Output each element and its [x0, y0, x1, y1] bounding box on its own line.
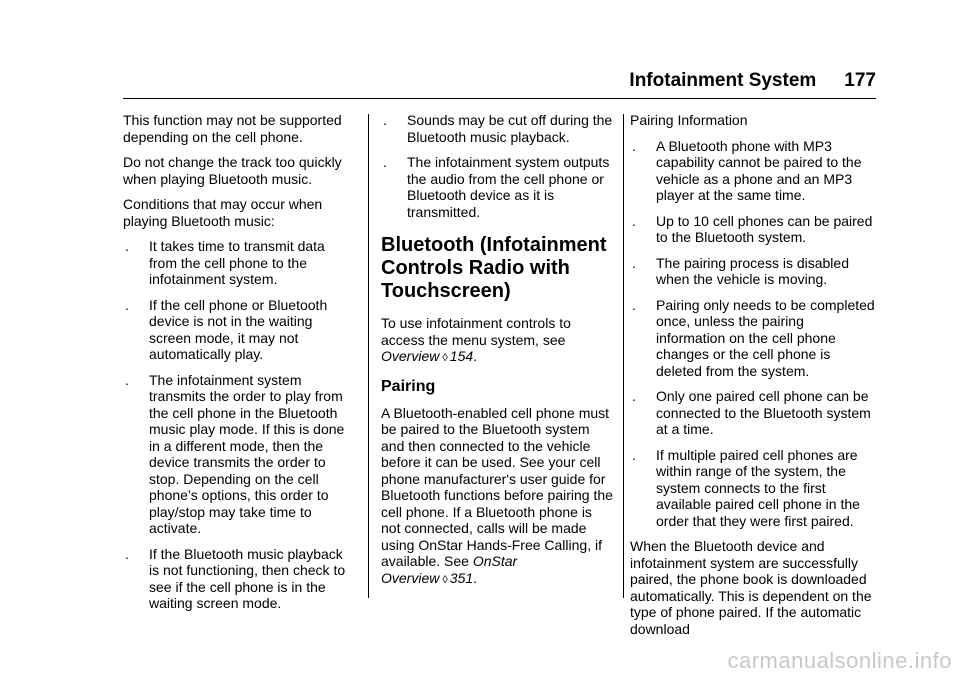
bullet-mark: .: [383, 112, 387, 128]
list-item: . If multiple paired cell phones are within range of the system, the system connects to the first available paired cell phone in the order that they were first paired.: [632, 446, 860, 529]
watermark: carmanualsonline.info: [727, 648, 952, 673]
list-item: . Sounds may be cut off during the Bluetooth music playback.: [383, 112, 613, 145]
subheading: Pairing Information: [630, 112, 748, 128]
column-2: [381, 112, 615, 597]
paragraph: When the Bluetooth device and infotainment system are successfully paired, the phone book is downloaded automatically. This is dependent on the type of phone paired. If the automatic download: [630, 538, 872, 637]
paragraph: This function may not be supported depending on the cell phone.: [123, 112, 342, 145]
list-item: . The infotainment system outputs the audio from the cell phone or Bluetooth device as it is transmitted.: [383, 154, 610, 220]
section-heading: Bluetooth (Infotainment Controls Radio with Touchscreen): [381, 234, 607, 302]
list-item: . Pairing only needs to be completed once, unless the pairing information on the cell phone changes or the cell phone is deleted from the system.: [632, 296, 875, 379]
list-item: . The infotainment system transmits the order to play from the cell phone in the Bluetooth music play mode. If this is done in a different mode, then the device transmits the order to stop. Depending on the cell phone’s options, this order to play/stop may take time to activate.: [125, 371, 345, 536]
paragraph: Do not change the track too quickly when playing Bluetooth music.: [123, 154, 342, 187]
bullet-mark: .: [632, 212, 636, 229]
bullet-mark: .: [632, 254, 636, 271]
paragraph: A Bluetooth-enabled cell phone must be paired to the Bluetooth system and then connected to the vehicle before it can be used. See your cell phone manufacturer's user guide for Bluetooth functions before pairing the cell phone. If a Bluetooth phone is not connected, calls will be made using OnStar Hands-Free Calling, if available. See OnStar Overview ◊ 351.: [381, 404, 613, 586]
bullet-mark: .: [632, 388, 636, 404]
list-item: . If the cell phone or Bluetooth device is not in the waiting screen mode, it may not automatically play.: [125, 296, 328, 362]
column-divider-2: [623, 114, 624, 598]
list-item: . It takes time to transmit data from the cell phone to the infotainment system.: [125, 238, 325, 287]
bullet-mark: .: [632, 296, 636, 313]
bullet-mark: .: [632, 137, 636, 154]
page-header: [629, 70, 876, 92]
list-item: . Up to 10 cell phones can be paired to the Bluetooth system.: [632, 212, 873, 245]
list-item: . Only one paired cell phone can be connected to the Bluetooth system at a time.: [632, 388, 871, 437]
bullet-mark: .: [125, 296, 129, 313]
column-divider-1: [368, 114, 369, 598]
bullet-mark: .: [632, 446, 636, 463]
paragraph: Conditions that may occur when playing Bluetooth music:: [123, 196, 323, 229]
list-item: . If the Bluetooth music playback is not functioning, then check to see if the cell phone is in the waiting screen mode.: [125, 545, 346, 611]
paragraph: To use infotainment controls to access the menu system, see Overview ◊ 154.: [381, 315, 571, 364]
section-title: Infotainment System: [629, 70, 817, 91]
bullet-mark: .: [125, 238, 129, 254]
bullet-mark: .: [383, 154, 387, 170]
page-arrow-icon: ◊: [442, 352, 448, 364]
list-item: . The pairing process is disabled when the vehicle is moving.: [632, 254, 849, 287]
subsection-heading: Pairing: [381, 377, 436, 395]
cross-reference-link[interactable]: Overview ◊ 154: [381, 348, 474, 364]
column-3: [630, 112, 876, 646]
bullet-mark: .: [125, 545, 129, 562]
column-1: [123, 112, 355, 621]
page-arrow-icon: ◊: [442, 573, 448, 586]
list-item: . A Bluetooth phone with MP3 capability cannot be paired to the vehicle as a phone and an MP3 player at the same time.: [632, 137, 862, 203]
cross-reference-link[interactable]: OnStar Overview ◊ 351: [381, 553, 518, 586]
bullet-mark: .: [125, 371, 129, 388]
header-rule: [123, 98, 876, 99]
page-number: 177: [844, 70, 876, 91]
